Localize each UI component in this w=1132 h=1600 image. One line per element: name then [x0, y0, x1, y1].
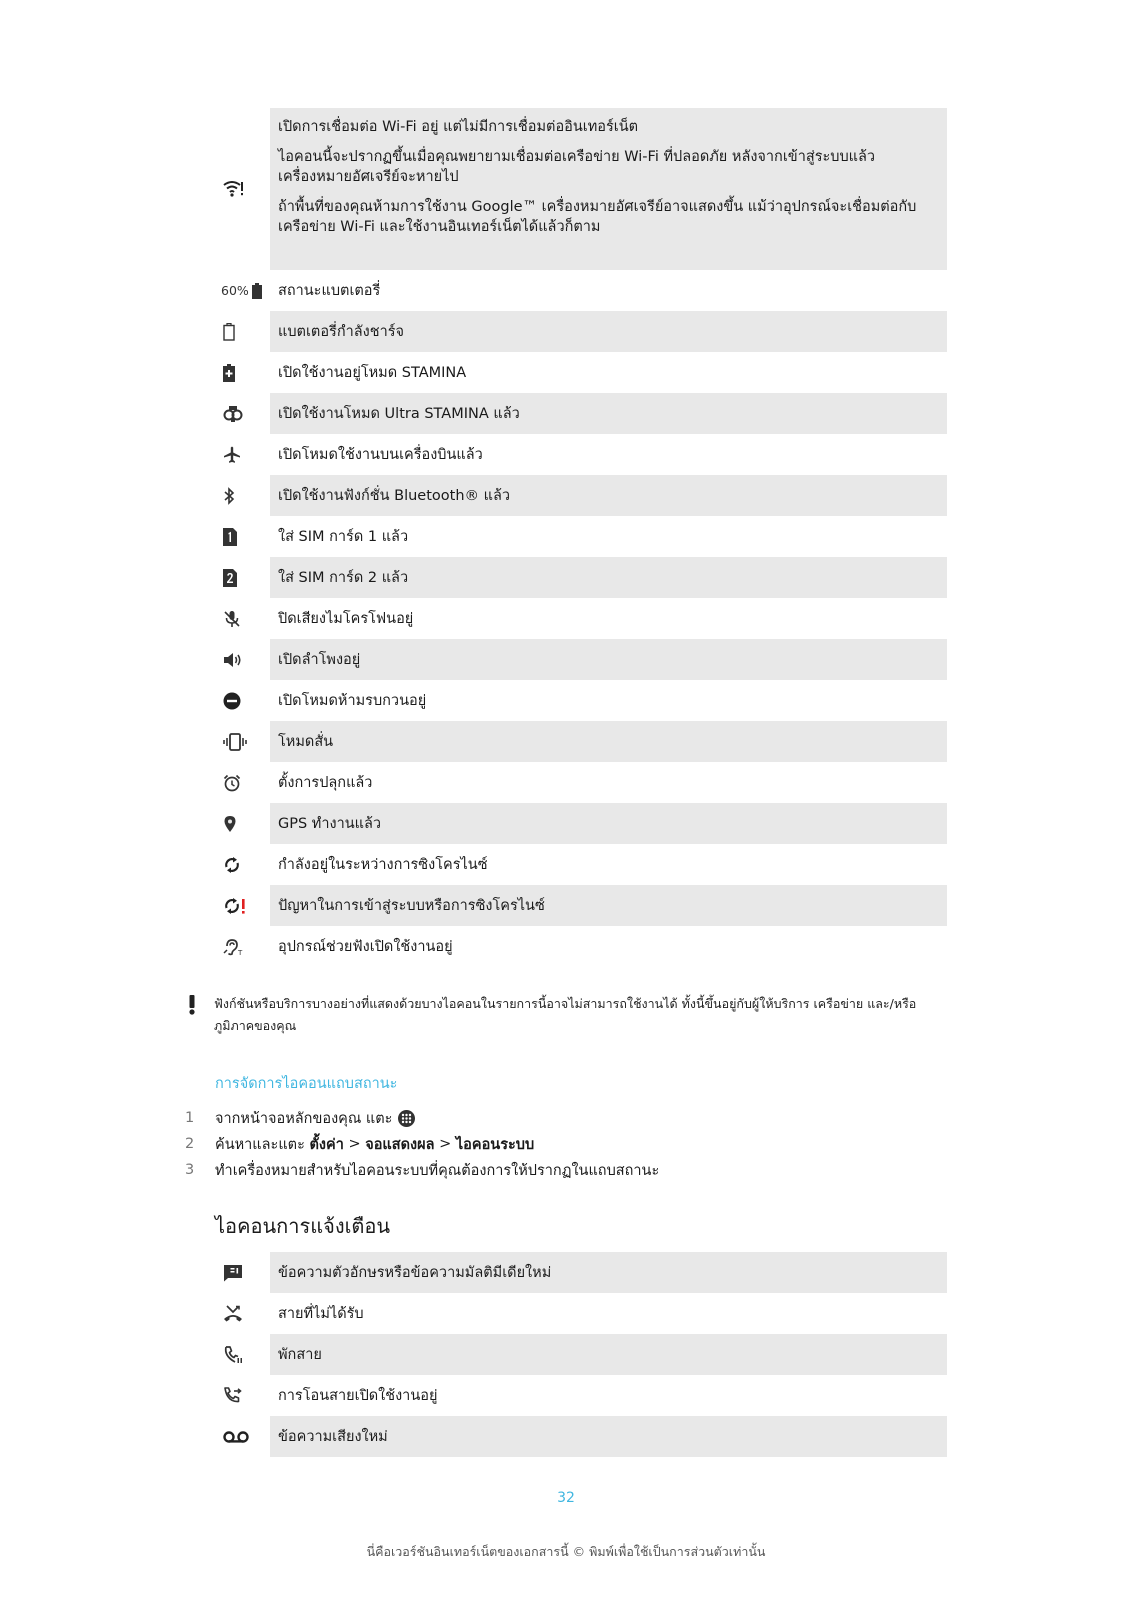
- row-text: สายที่ไม่ได้รับ: [278, 1305, 364, 1322]
- row-description: [270, 1334, 947, 1375]
- step-item: [185, 1131, 659, 1157]
- hearing-aid-icon: [215, 926, 270, 967]
- table-row: [215, 108, 947, 270]
- table-row: [215, 762, 947, 803]
- row-text: ใส่ SIM การ์ด 2 แล้ว: [278, 569, 409, 586]
- row-text: เปิดใช้งานฟังก์ชั่น Bluetooth® แล้ว: [278, 487, 510, 504]
- row-description: [270, 434, 947, 475]
- row-text: เปิดโหมดใช้งานบนเครื่องบินแล้ว: [278, 446, 483, 463]
- note-block: [188, 993, 948, 1037]
- row-text: ใส่ SIM การ์ด 1 แล้ว: [278, 528, 409, 545]
- new-message-icon: [215, 1252, 270, 1293]
- step-text: จากหน้าจอหลักของคุณ แตะ: [215, 1110, 393, 1127]
- row-text: เปิดใช้งานโหมด Ultra STAMINA แล้ว: [278, 405, 520, 422]
- note-text: ฟังก์ชันหรือบริการบางอย่างที่แสดงด้วยบางไอคอนในรายการนี้อาจไม่สามารถใช้งานได้ ทั้งนี้ขึ้นอยู่กับผู้ให้บริการ เครือข่าย และ/หรือภูมิภาคของคุณ: [214, 996, 917, 1033]
- step-number: 3: [185, 1162, 195, 1178]
- row-text: สถานะแบตเตอรี่: [278, 282, 381, 299]
- do-not-disturb-icon: [215, 680, 270, 721]
- row-text: ปัญหาในการเข้าสู่ระบบหรือการซิงโครไนซ์: [278, 897, 545, 914]
- row-description: [270, 1375, 947, 1416]
- step-number: 2: [185, 1136, 195, 1152]
- call-on-hold-icon: [215, 1334, 270, 1375]
- footer-notice: นี่คือเวอร์ชันอินเทอร์เน็ตของเอกสารนี้ © พิมพ์เพื่อใช้เป็นการส่วนตัวเท่านั้น: [366, 1544, 766, 1559]
- vibrate-mode-icon: [215, 721, 270, 762]
- row-description: [270, 639, 947, 680]
- table-row: [215, 885, 947, 926]
- table-row: [215, 680, 947, 721]
- table-row: [215, 1293, 947, 1334]
- manage-status-icons-link[interactable]: การจัดการไอคอนแถบสถานะ: [215, 1076, 398, 1092]
- section-heading: ไอคอนการแจ้งเตือน: [215, 1214, 391, 1238]
- app-screen-icon: [398, 1110, 415, 1127]
- row-text: กำลังอยู่ในระหว่างการซิงโครไนซ์: [278, 856, 488, 873]
- sim-card-1-icon: [215, 516, 270, 557]
- svg-text:T: T: [238, 948, 243, 956]
- row-description: [270, 393, 947, 434]
- table-row: [215, 475, 947, 516]
- row-text: เปิดการเชื่อมต่อ Wi-Fi อยู่ แต่ไม่มีการเชื่อมต่ออินเทอร์เน็ต: [278, 119, 639, 135]
- row-description: [270, 1293, 947, 1334]
- missed-call-icon: [215, 1293, 270, 1334]
- row-text: การโอนสายเปิดใช้งานอยู่: [278, 1387, 438, 1404]
- row-description: [270, 1252, 947, 1293]
- settings-label: ตั้งค่า: [309, 1136, 344, 1153]
- step-number: 1: [185, 1110, 195, 1126]
- voicemail-icon: [215, 1416, 270, 1457]
- row-text: ตั้งการปลุกแล้ว: [278, 774, 373, 791]
- speaker-on-icon: [215, 639, 270, 680]
- row-text: เปิดลำโพงอยู่: [278, 651, 361, 668]
- row-description: [270, 803, 947, 844]
- row-description: [270, 598, 947, 639]
- row-text: แบตเตอรี่กำลังชาร์จ: [278, 323, 404, 340]
- ultra-stamina-icon: [215, 393, 270, 434]
- exclamation-icon: [188, 993, 214, 1037]
- row-description: [270, 557, 947, 598]
- row-description: [270, 721, 947, 762]
- row-description: [270, 762, 947, 803]
- alarm-icon: [215, 762, 270, 803]
- sync-error-icon: [215, 885, 270, 926]
- table-row: [215, 434, 947, 475]
- row-text: ถ้าพื้นที่ของคุณห้ามการใช้งาน Google™ เครื่องหมายอัศเจรีย์อาจแสดงขึ้น แม้ว่าอุปกรณ์จะเชื่อมต่อกับเครือข่าย Wi-Fi และใช้งานอินเทอร์เน็ตได้แล้วก็ตาม: [278, 199, 917, 235]
- step-text: ทำเครื่องหมายสำหรับไอคอนระบบที่คุณต้องการให้ปรากฏในแถบสถานะ: [215, 1162, 660, 1179]
- sim-card-2-icon: [215, 557, 270, 598]
- row-text: อุปกรณ์ช่วยฟังเปิดใช้งานอยู่: [278, 938, 453, 955]
- row-description: [270, 270, 947, 311]
- table-row: [215, 639, 947, 680]
- table-row: [215, 721, 947, 762]
- path-separator: >: [439, 1136, 452, 1152]
- notification-icon-table: [215, 1252, 947, 1457]
- table-row: [215, 1375, 947, 1416]
- table-row: [215, 270, 947, 311]
- table-row: [215, 803, 947, 844]
- battery-percent-label: 60%: [221, 283, 249, 298]
- step-text: ค้นหาและแตะ: [215, 1136, 305, 1153]
- row-text: โหมดสั่น: [278, 733, 334, 750]
- battery-status-icon: [215, 270, 270, 311]
- table-row: [215, 1334, 947, 1375]
- table-row: [215, 926, 947, 967]
- mic-muted-icon: [215, 598, 270, 639]
- display-label: จอแสดงผล: [365, 1136, 435, 1153]
- table-row: [215, 557, 947, 598]
- stamina-mode-icon: [215, 352, 270, 393]
- path-separator: >: [348, 1136, 361, 1152]
- status-icon-table: [215, 108, 947, 967]
- row-text: เปิดใช้งานอยู่โหมด STAMINA: [278, 364, 467, 381]
- row-text: ข้อความตัวอักษรหรือข้อความมัลติมีเดียใหม่: [278, 1264, 552, 1281]
- system-icons-label: ไอคอนระบบ: [455, 1136, 535, 1153]
- sync-icon: [215, 844, 270, 885]
- step-item: [185, 1105, 659, 1131]
- table-row: [215, 598, 947, 639]
- page-number: 32: [557, 1490, 575, 1506]
- table-row: [215, 352, 947, 393]
- table-row: [215, 1416, 947, 1457]
- row-description: [270, 680, 947, 721]
- row-description: [270, 885, 947, 926]
- step-item: [185, 1157, 659, 1183]
- table-row: [215, 1252, 947, 1293]
- row-text: ไอคอนนี้จะปรากฏขึ้นเมื่อคุณพยายามเชื่อมต่อเครือข่าย Wi-Fi ที่ปลอดภัย หลังจากเข้าสู่ระบบแล้ว เครื่องหมายอัศเจรีย์จะหายไป: [278, 149, 876, 185]
- wifi-no-internet-icon: [215, 108, 270, 270]
- row-text: ข้อความเสียงใหม่: [278, 1428, 388, 1445]
- table-row: [215, 311, 947, 352]
- row-text: เปิดโหมดห้ามรบกวนอยู่: [278, 692, 427, 709]
- row-description: [270, 352, 947, 393]
- call-forwarding-icon: [215, 1375, 270, 1416]
- steps-list: [185, 1105, 659, 1183]
- table-row: [215, 393, 947, 434]
- bluetooth-icon: [215, 475, 270, 516]
- row-description: [270, 844, 947, 885]
- row-description: [270, 926, 947, 967]
- row-description: [270, 108, 947, 270]
- table-row: [215, 516, 947, 557]
- row-text: พักสาย: [278, 1346, 322, 1363]
- airplane-mode-icon: [215, 434, 270, 475]
- row-description: [270, 516, 947, 557]
- gps-icon: [215, 803, 270, 844]
- row-text: GPS ทำงานแล้ว: [278, 815, 382, 832]
- battery-charging-icon: [215, 311, 270, 352]
- row-description: [270, 311, 947, 352]
- table-row: [215, 844, 947, 885]
- row-text: ปิดเสียงไมโครโฟนอยู่: [278, 610, 414, 627]
- row-description: [270, 475, 947, 516]
- row-description: [270, 1416, 947, 1457]
